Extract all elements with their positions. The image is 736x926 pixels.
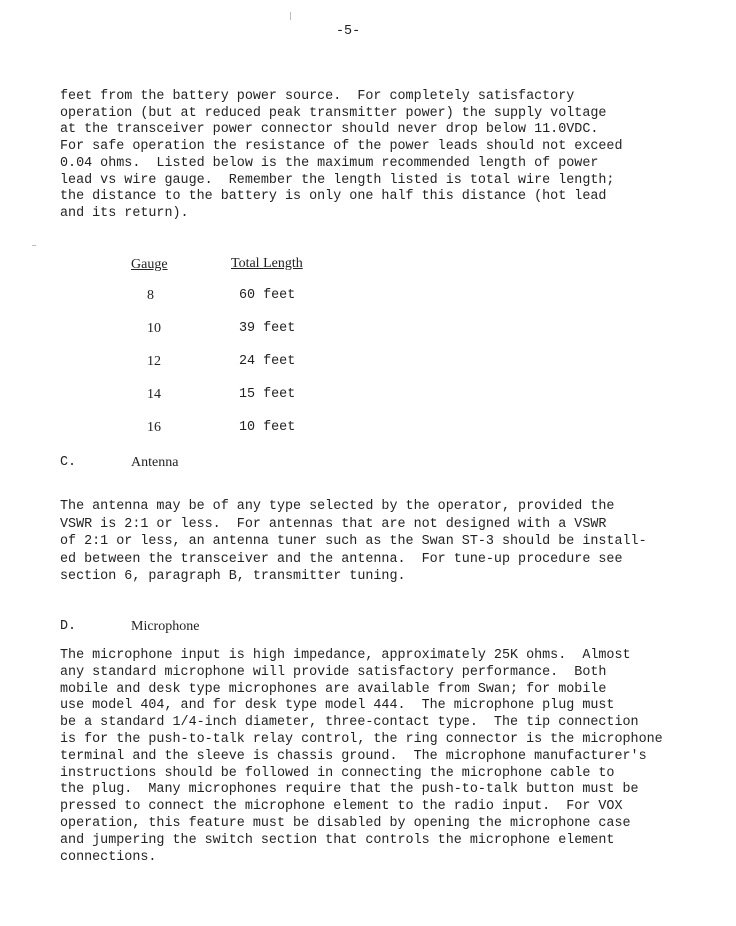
text-line: is for the push-to-talk relay control, the ring connector is the microphone: [60, 732, 663, 747]
table-cell-length: 15 feet: [239, 387, 296, 402]
table-cell-gauge: 10: [147, 321, 161, 336]
text-line: instructions should be followed in connecting the microphone cable to: [60, 765, 615, 781]
scan-mark: [290, 12, 291, 20]
text-line: of 2:1 or less, an antenna tuner such as the Swan ST-3 should be install-: [60, 534, 647, 549]
text-line: ed between the transceiver and the antenna. For tune-up procedure see: [60, 551, 623, 567]
section-d-title: Microphone: [131, 619, 200, 634]
text-line: VSWR is 2:1 or less. For antennas that are not designed with a VSWR: [60, 516, 607, 532]
text-line: The microphone input is high impedance, approximately 25K ohms. Almost: [60, 648, 631, 663]
text-line: and its return).: [60, 205, 189, 221]
text-line: lead vs wire gauge. Remember the length listed is total wire length;: [60, 172, 615, 188]
text-line: mobile and desk type microphones are available from Swan; for mobile: [60, 681, 607, 697]
text-line: feet from the battery power source. For completely satisfactory: [60, 89, 575, 104]
text-line: 0.04 ohms. Listed below is the maximum recommended length of power: [60, 155, 599, 171]
text-line: and jumpering the switch section that controls the microphone element: [60, 832, 615, 848]
table-cell-gauge: 14: [147, 387, 161, 402]
table-cell-length: 60 feet: [239, 288, 296, 303]
text-line: the distance to the battery is only one half this distance (hot lead: [60, 189, 607, 205]
text-line: operation (but at reduced peak transmitter power) the supply voltage: [60, 105, 607, 121]
section-c-letter: C.: [60, 455, 77, 470]
text-line: pressed to connect the microphone element to the radio input. For VOX: [60, 799, 623, 815]
text-line: at the transceiver power connector should never drop below 11.0VDC.: [60, 122, 599, 138]
table-cell-gauge: 8: [147, 288, 154, 303]
text-line: be a standard 1/4-inch diameter, three-contact type. The tip connection: [60, 715, 639, 731]
text-line: operation, this feature must be disabled by opening the microphone case: [60, 816, 631, 831]
text-line: use model 404, and for desk type model 444. The microphone plug must: [60, 698, 615, 714]
text-line: the plug. Many microphones require that the push-to-talk button must be: [60, 782, 639, 798]
table-cell-length: 39 feet: [239, 321, 296, 336]
page-number: -5-: [336, 24, 361, 39]
section-c-title: Antenna: [131, 455, 179, 470]
text-line: terminal and the sleeve is chassis ground. The microphone manufacturer's: [60, 748, 647, 764]
text-line: For safe operation the resistance of the power leads should not exceed: [60, 139, 623, 155]
table-cell-length: 10 feet: [239, 420, 296, 435]
text-line: any standard microphone will provide satisfactory performance. Both: [60, 664, 607, 680]
scan-mark: [32, 245, 36, 246]
table-header-length: Total Length: [231, 256, 303, 271]
table-header-gauge: Gauge: [131, 257, 168, 272]
text-line: The antenna may be of any type selected by the operator, provided the: [60, 499, 615, 514]
table-cell-length: 24 feet: [239, 354, 296, 369]
text-line: section 6, paragraph B, transmitter tuning.: [60, 569, 406, 584]
section-d-letter: D.: [60, 619, 77, 634]
table-cell-gauge: 16: [147, 420, 161, 435]
table-cell-gauge: 12: [147, 354, 161, 369]
text-line: connections.: [60, 849, 157, 865]
